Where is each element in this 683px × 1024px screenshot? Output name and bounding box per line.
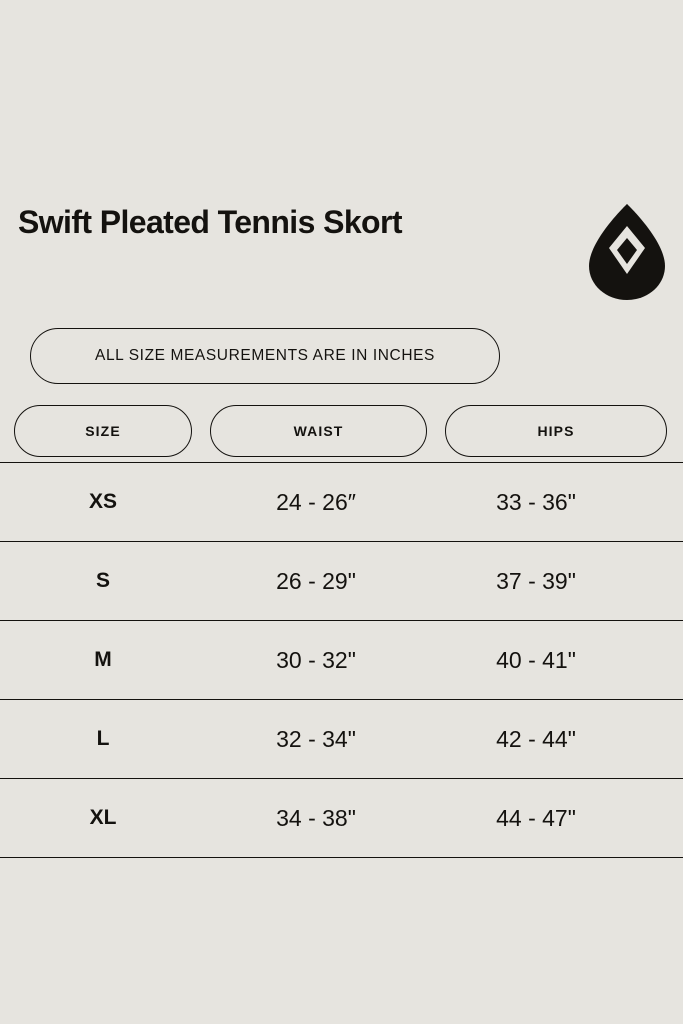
column-header-waist: WAIST [210, 405, 427, 457]
cell-size: M [94, 648, 112, 671]
table-row [0, 779, 683, 858]
size-table [0, 462, 683, 858]
column-header-size: SIZE [14, 405, 192, 457]
measurement-units-note-label: ALL SIZE MEASUREMENTS ARE IN INCHES [95, 347, 435, 364]
cell-size: L [96, 727, 110, 750]
cell-waist: 26 - 29" [276, 567, 356, 594]
cell-size: XS [88, 490, 117, 513]
table-row [0, 621, 683, 700]
measurement-units-note [30, 328, 500, 384]
table-row [0, 700, 683, 779]
cell-hips: 42 - 44" [496, 725, 576, 752]
cell-size: S [95, 569, 110, 592]
cell-hips: 40 - 41" [496, 646, 576, 673]
leaf-logo-icon [589, 204, 665, 300]
cell-size: XL [89, 806, 117, 829]
cell-waist: 24 - 26″ [276, 488, 356, 515]
column-header-hips: HIPS [445, 405, 667, 457]
cell-waist: 30 - 32" [276, 646, 356, 673]
cell-hips: 37 - 39" [496, 567, 576, 594]
cell-hips: 33 - 36" [496, 488, 576, 515]
cell-waist: 34 - 38" [276, 804, 356, 831]
table-row [0, 462, 683, 542]
table-row [0, 542, 683, 621]
table-header-row [14, 405, 669, 457]
page-header [18, 200, 665, 300]
cell-hips: 44 - 47" [496, 804, 576, 831]
cell-waist: 32 - 34" [276, 725, 356, 752]
page-title: Swift Pleated Tennis Skort [18, 204, 402, 240]
